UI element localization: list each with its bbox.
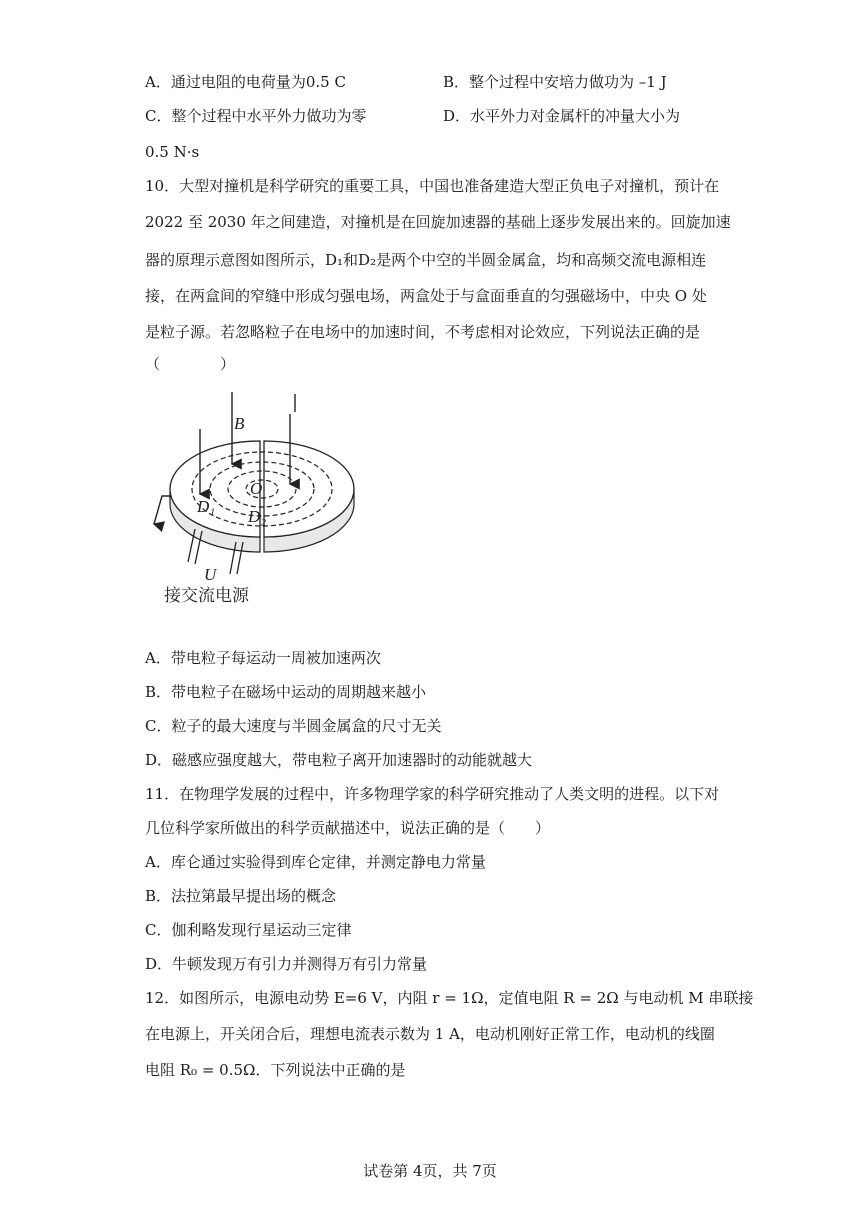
q10-stem-line-4: 接，在两盒间的窄缝中形成匀强电场，两盒处于与盒面垂直的匀强磁场中，中央 O 处 [145, 287, 707, 305]
q10-stem-line-5: 是粒子源。若忽略粒子在电场中的加速时间，不考虑相对论效应，下列说法正确的是 [145, 323, 701, 341]
q9-option-d-continued: 0.5 N·s [145, 143, 200, 161]
q10-option-c: C．粒子的最大速度与半圆金属盒的尺寸无关 [145, 717, 442, 735]
q10-answer-blank: （ ） [145, 355, 236, 373]
q10-stem-line-3: 器的原理示意图如图所示，D₁和D₂是两个中空的半圆金属盒，均和高频交流电源相连 [145, 251, 707, 269]
q9-option-d: D．水平外力对金属杆的冲量大小为 [443, 107, 681, 125]
q9-option-a: A．通过电阻的电荷量为0.5 C [145, 73, 346, 91]
q10-option-d: D．磁感应强度越大，带电粒子离开加速器时的动能就越大 [145, 751, 533, 769]
label-o: O [250, 479, 263, 498]
figure-caption: 接交流电源 [164, 586, 249, 606]
cyclotron-diagram [140, 384, 380, 614]
label-d2: D₂ [248, 507, 267, 526]
q11-option-b: B．法拉第最早提出场的概念 [145, 887, 337, 905]
q12-stem-line-3: 电阻 R₀ = 0.5Ω．下列说法中正确的是 [145, 1061, 406, 1079]
q10-option-a: A．带电粒子每运动一周被加速两次 [145, 649, 381, 667]
q11-option-d: D．牛顿发现万有引力并测得万有引力常量 [145, 955, 428, 973]
label-b: B [234, 414, 245, 433]
q11-option-c: C．伽利略发现行星运动三定律 [145, 921, 352, 939]
q9-option-b: B．整个过程中安培力做功为 –1 J [443, 73, 667, 91]
page-footer: 试卷第 4页，共 7页 [363, 1162, 497, 1180]
q11-stem-line-2: 几位科学家所做出的科学贡献描述中，说法正确的是（ ） [145, 819, 551, 837]
label-d1: D₁ [197, 497, 216, 516]
cyclotron-figure [140, 384, 380, 614]
label-u: U [204, 565, 217, 584]
q10-stem-line-1: 10．大型对撞机是科学研究的重要工具，中国也准备建造大型正负电子对撞机，预计在 [145, 177, 720, 195]
q9-option-c: C．整个过程中水平外力做功为零 [145, 107, 367, 125]
q12-stem-line-1: 12．如图所示，电源电动势 E=6 V，内阻 r = 1Ω，定值电阻 R = 2Ω 与电动机 M 串联接 [145, 989, 754, 1007]
q10-stem-line-2: 2022 至 2030 年之间建造，对撞机是在回旋加速器的基础上逐步发展出来的。回旋加速 [145, 213, 731, 231]
q12-stem-line-2: 在电源上，开关闭合后，理想电流表示数为 1 A，电动机刚好正常工作，电动机的线圈 [145, 1025, 715, 1043]
q11-stem-line-1: 11．在物理学发展的过程中，许多物理学家的科学研究推动了人类文明的进程。以下对 [145, 785, 720, 803]
q11-option-a: A．库仑通过实验得到库仑定律，并测定静电力常量 [145, 853, 486, 871]
q10-option-b: B．带电粒子在磁场中运动的周期越来越小 [145, 683, 427, 701]
